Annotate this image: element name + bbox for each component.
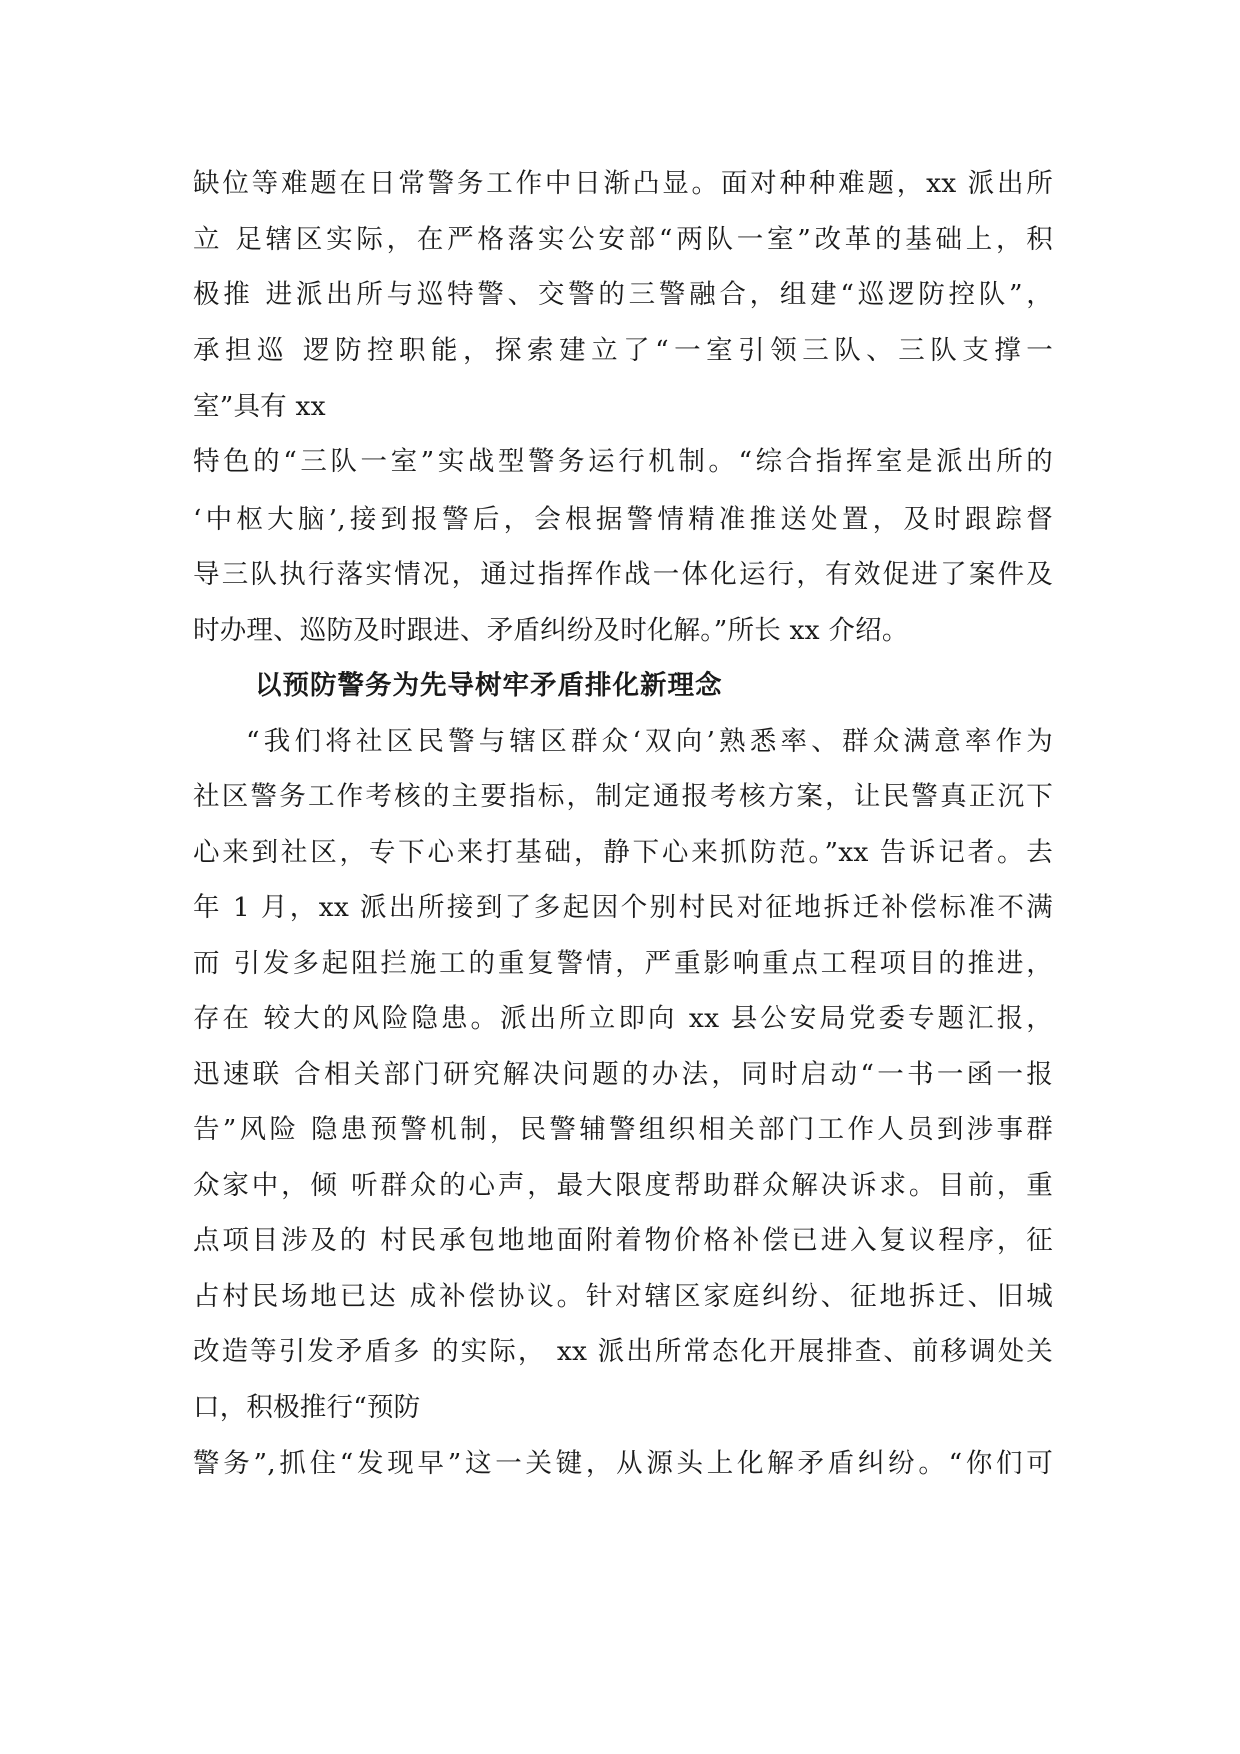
paragraph-line: 众家中，倾 听群众的心声，最大限度帮助群众解决诉求。目前，重 bbox=[193, 1170, 1053, 1201]
paragraph-line: 点项目涉及的 村民承包地地面附着物价格补偿已进入复议程序，征 bbox=[193, 1225, 1053, 1256]
paragraph-line: 存在 较大的风险隐患。派出所立即向 xx 县公安局党委专题汇报， bbox=[193, 1003, 1053, 1034]
paragraph-line: 立 足辖区实际，在严格落实公安部“两队一室”改革的基础上，积 bbox=[193, 224, 1053, 255]
paragraph-line: 缺位等难题在日常警务工作中日渐凸显。面对种种难题，xx 派出所 bbox=[193, 168, 1053, 199]
paragraph-line: 而 引发多起阻拦施工的重复警情，严重影响重点工程项目的推进， bbox=[193, 948, 1053, 979]
paragraph-line: ‘中枢大脑’,接到报警后，会根据警情精准推送处置，及时跟踪督 bbox=[193, 504, 1053, 535]
paragraph-line: 社区警务工作考核的主要指标，制定通报考核方案，让民警真正沉下 bbox=[193, 781, 1053, 812]
paragraph-line: 占村民场地已达 成补偿协议。针对辖区家庭纠纷、征地拆迁、旧城 bbox=[193, 1281, 1053, 1312]
paragraph-line: 口，积极推行“预防 bbox=[193, 1392, 421, 1423]
paragraph-line: 时办理、巡防及时跟进、矛盾纠纷及时化解。”所长 xx 介绍。 bbox=[193, 615, 909, 646]
paragraph-line: 年 1 月，xx 派出所接到了多起因个别村民对征地拆迁补偿标准不满 bbox=[193, 892, 1053, 923]
paragraph-line: 迅速联 合相关部门研究解决问题的办法，同时启动“一书一函一报 bbox=[193, 1059, 1053, 1090]
paragraph-line: 改造等引发矛盾多 的实际， xx 派出所常态化开展排查、前移调处关 bbox=[193, 1336, 1053, 1367]
section-heading: 以预防警务为先导树牢矛盾排化新理念 bbox=[255, 670, 723, 701]
paragraph-line: 特色的“三队一室”实战型警务运行机制。“综合指挥室是派出所的 bbox=[193, 446, 1053, 477]
paragraph-line: 警务”,抓住“发现早”这一关键，从源头上化解矛盾纠纷。“你们可 bbox=[193, 1448, 1053, 1479]
paragraph-line: 极推 进派出所与巡特警、交警的三警融合，组建“巡逻防控队”， bbox=[193, 279, 1053, 310]
paragraph-line: 室”具有 xx bbox=[193, 391, 326, 422]
paragraph-line: 导三队执行落实情况，通过指挥作战一体化运行，有效促进了案件及 bbox=[193, 559, 1053, 590]
paragraph-line: 心来到社区，专下心来打基础，静下心来抓防范。”xx 告诉记者。去 bbox=[193, 837, 1053, 868]
paragraph-line: 承担巡 逻防控职能，探索建立了“一室引领三队、三队支撑一 bbox=[193, 335, 1053, 366]
paragraph-line: 告”风险 隐患预警机制，民警辅警组织相关部门工作人员到涉事群 bbox=[193, 1114, 1053, 1145]
paragraph-line: “我们将社区民警与辖区群众‘双向’熟悉率、群众满意率作为 bbox=[246, 726, 1053, 757]
